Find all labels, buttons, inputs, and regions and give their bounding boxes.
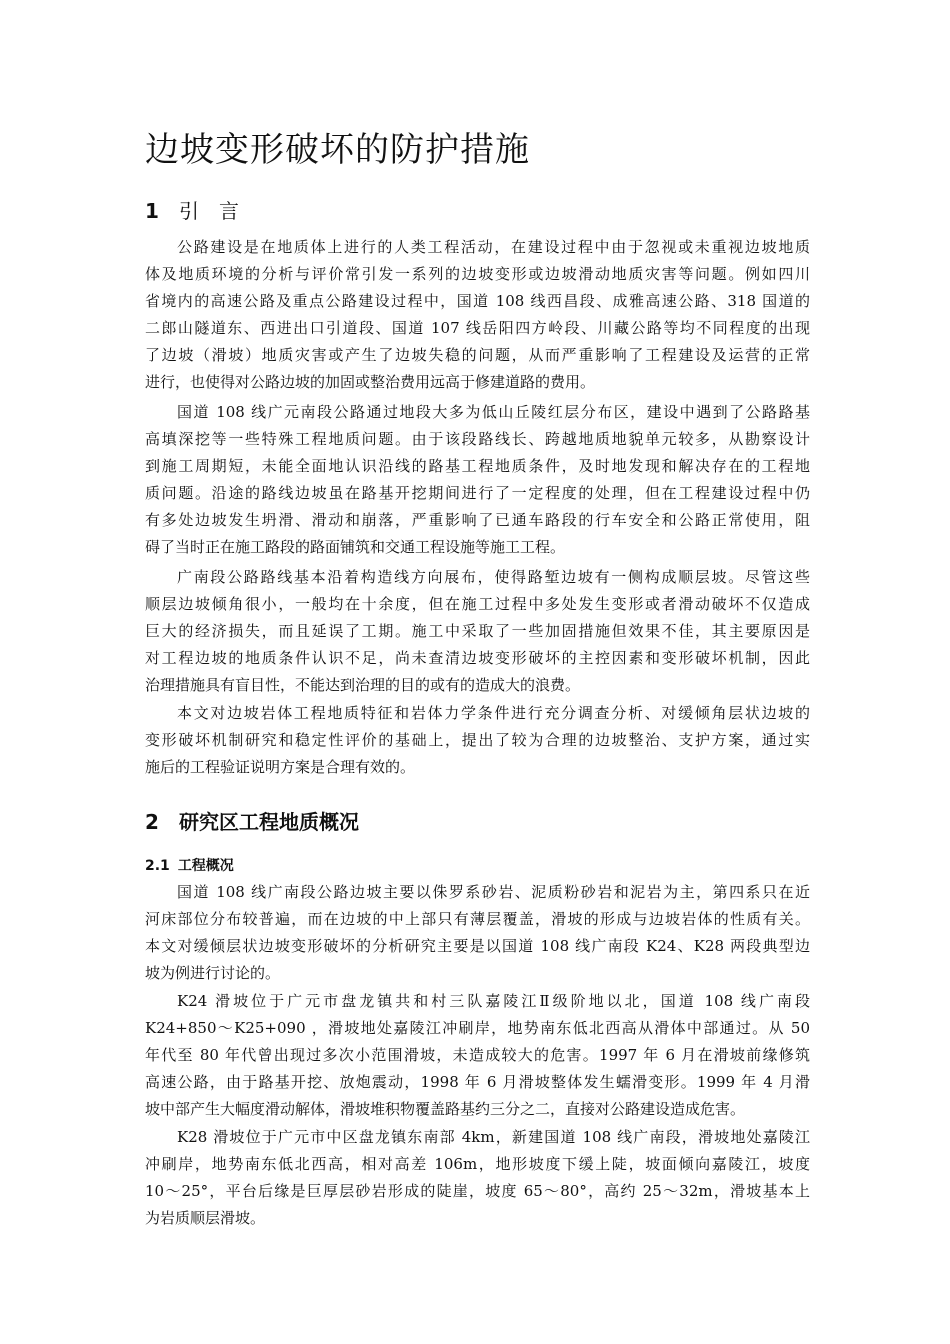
section-number: 2 bbox=[145, 810, 159, 834]
text-line: 巨大的经济损失，而且延误了工期。施工中采取了一些加固措施但效果不佳，其主要原因是 bbox=[145, 622, 810, 640]
text-line: 体及地质环境的分析与评价常引发一系列的边坡变形或边坡滑动地质灾害等问题。例如四川 bbox=[145, 265, 810, 283]
paragraph bbox=[145, 988, 810, 1123]
text-line: 进行，也使得对公路边坡的加固或整治费用远高于修建道路的费用。 bbox=[145, 373, 596, 391]
text-line: 变形破坏机制研究和稳定性评价的基础上，提出了较为合理的边坡整治、支护方案，通过实 bbox=[145, 731, 810, 749]
paragraph bbox=[145, 1124, 810, 1232]
text-line: 年代至 80 年代曾出现过多次小范围滑坡，未造成较大的危害。1997 年 6 月在滑坡前缘修筑 bbox=[145, 1046, 810, 1064]
text-line: K24+850～K25+090 ，滑坡地处嘉陵江冲刷岸，地势南东低北西高从滑体中部通过。从 50 bbox=[145, 1019, 810, 1037]
section-title: 研究区工程地质概况 bbox=[179, 810, 359, 834]
text-line: 本文对边坡岩体工程地质特征和岩体力学条件进行充分调查分析、对缓倾角层状边坡的 bbox=[177, 704, 810, 722]
text-line: 广南段公路路线基本沿着构造线方向展布，使得路堑边坡有一侧构成顺层坡。尽管这些 bbox=[177, 568, 810, 586]
text-line: 冲刷岸，地势南东低北西高，相对高差 106m，地形坡度下缓上陡，坡面倾向嘉陵江，坡度 bbox=[145, 1155, 810, 1173]
text-line: 公路建设是在地质体上进行的人类工程活动，在建设过程中由于忽视或未重视边坡地质 bbox=[177, 238, 810, 256]
text-line: 有多处边坡发生坍滑、滑动和崩落，严重影响了已通车路段的行车安全和公路正常使用，阻 bbox=[145, 511, 810, 529]
text-line: 对工程边坡的地质条件认识不足，尚未查清边坡变形破坏的主控因素和变形破坏机制，因此 bbox=[145, 649, 810, 667]
subsection-heading bbox=[145, 856, 810, 876]
text-line: 施后的工程验证说明方案是合理有效的。 bbox=[145, 758, 416, 776]
section-2-heading bbox=[145, 808, 810, 836]
text-line: K28 滑坡位于广元市中区盘龙镇东南部 4km，新建国道 108 线广南段，滑坡地处嘉陵江 bbox=[177, 1128, 810, 1146]
text-line: 坡中部产生大幅度滑动解体，滑坡堆积物覆盖路基约三分之二，直接对公路建设造成危害。 bbox=[145, 1100, 746, 1118]
text-line: 河床部位分布较普遍，而在边坡的中上部只有薄层覆盖，滑坡的形成与边坡岩体的性质有关。 bbox=[145, 910, 810, 928]
text-line: 国道 108 线广南段公路边坡主要以侏罗系砂岩、泥质粉砂岩和泥岩为主，第四系只在近 bbox=[177, 883, 810, 901]
text-line: 质问题。沿途的路线边坡虽在路基开挖期间进行了一定程度的处理，但在工程建设过程中仍 bbox=[145, 484, 810, 502]
text-line: 到施工周期短，未能全面地认识沿线的路基工程地质条件，及时地发现和解决存在的工程地 bbox=[145, 457, 810, 475]
text-line: 10～25°，平台后缘是巨厚层砂岩形成的陡崖，坡度 65～80°，高约 25～32m，滑坡基本上 bbox=[145, 1182, 810, 1200]
text-line: 坡为例进行讨论的。 bbox=[145, 964, 281, 982]
section-number: 1 bbox=[145, 199, 159, 223]
paragraph bbox=[145, 234, 810, 396]
text-line: 国道 108 线广元南段公路通过地段大多为低山丘陵红层分布区，建设中遇到了公路路基 bbox=[177, 403, 810, 421]
paragraph bbox=[145, 399, 810, 561]
paragraph bbox=[145, 564, 810, 699]
subsection-title: 工程概况 bbox=[177, 858, 234, 874]
paragraph bbox=[145, 700, 810, 781]
text-line: 碍了当时正在施工路段的路面铺筑和交通工程设施等施工工程。 bbox=[145, 538, 566, 556]
section-1-heading bbox=[145, 197, 810, 225]
text-line: 高速公路，由于路基开挖、放炮震动，1998 年 6 月滑坡整体发生蠕滑变形。1999 年 4 月滑 bbox=[145, 1073, 810, 1091]
text-line: 了边坡（滑坡）地质灾害或产生了边坡失稳的问题，从而严重影响了工程建设及运营的正常 bbox=[145, 346, 810, 364]
document-title: 边坡变形破坏的防护措施 bbox=[145, 130, 530, 170]
text-line: 顺层边坡倾角很小，一般均在十余度，但在施工过程中多处发生变形或者滑动破坏不仅造成 bbox=[145, 595, 810, 613]
section-title: 引 言 bbox=[179, 199, 239, 223]
text-line: 治理措施具有盲目性，不能达到治理的目的或有的造成大的浪费。 bbox=[145, 676, 581, 694]
text-line: 为岩质顺层滑坡。 bbox=[145, 1209, 266, 1227]
text-line: 高填深挖等一些特殊工程地质问题。由于该段路线长、跨越地质地貌单元较多，从勘察设计 bbox=[145, 430, 810, 448]
text-line: 二郎山隧道东、西进出口引道段、国道 107 线岳阳四方岭段、川藏公路等均不同程度的出现 bbox=[145, 319, 810, 337]
text-line: 省境内的高速公路及重点公路建设过程中，国道 108 线西昌段、成雅高速公路、318 国道的 bbox=[145, 292, 810, 310]
text-line: 本文对缓倾层状边坡变形破坏的分析研究主要是以国道 108 线广南段 K24、K28 两段典型边 bbox=[145, 937, 810, 955]
text-line: K24 滑坡位于广元市盘龙镇共和村三队嘉陵江Ⅱ级阶地以北，国道 108 线广南段 bbox=[177, 992, 810, 1010]
paragraph bbox=[145, 879, 810, 987]
subsection-number: 2.1 bbox=[145, 858, 170, 874]
